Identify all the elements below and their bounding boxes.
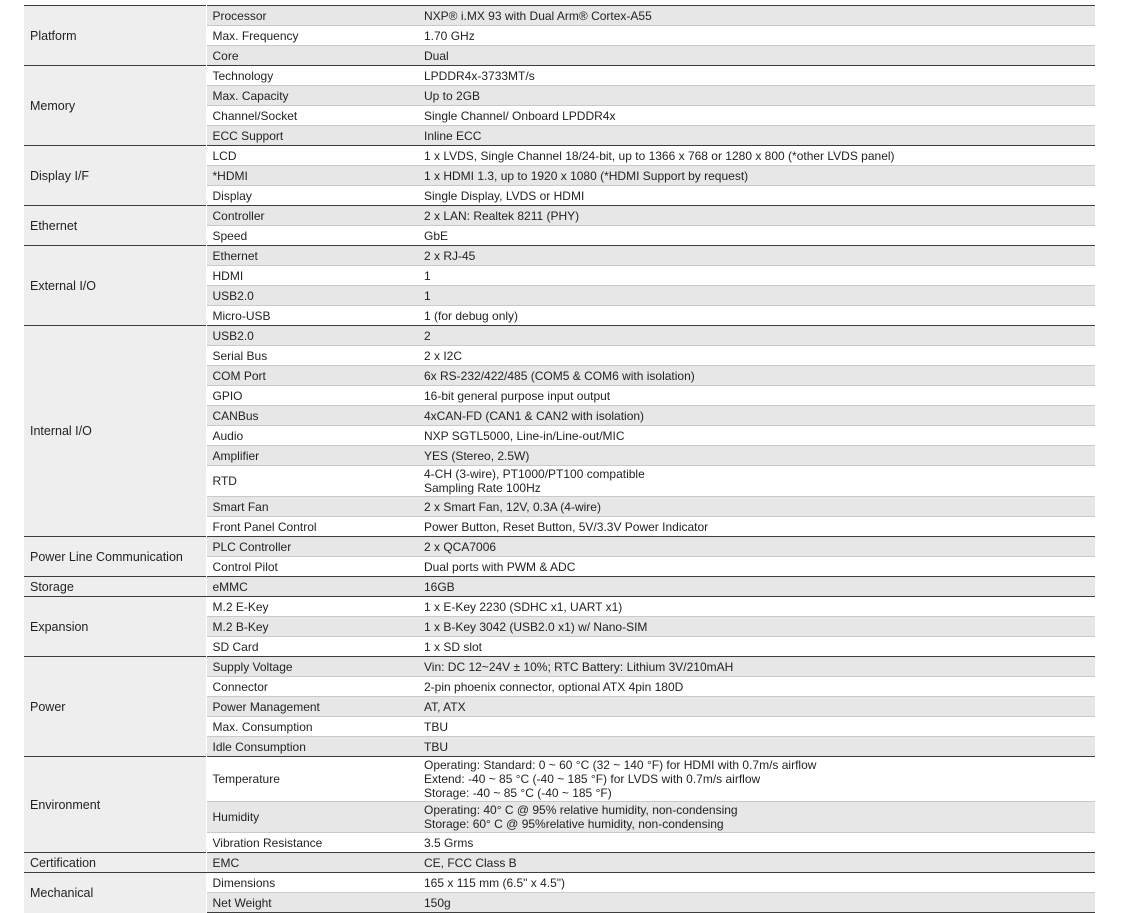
spec-value [418, 46, 1095, 66]
spec-key: Smart Fan [206, 497, 418, 517]
spec-value [418, 557, 1095, 577]
spec-key: Processor [206, 6, 418, 26]
spec-key: PLC Controller [206, 537, 418, 557]
spec-key: Max. Consumption [206, 717, 418, 737]
spec-value-line: 4xCAN-FD (CAN1 & CAN2 with isolation) [424, 408, 645, 423]
spec-value-line: Up to 2GB [424, 88, 481, 103]
spec-key: Ethernet [206, 246, 418, 266]
spec-value-line: Operating: 40° C @ 95% relative humidity, non-condensing [424, 803, 738, 817]
spec-row [24, 853, 1095, 873]
spec-key: USB2.0 [206, 326, 418, 346]
spec-value-line: Dual ports with PWM & ADC [424, 559, 576, 574]
spec-value-line: 2-pin phoenix connector, optional ATX 4pin 180D [424, 679, 684, 694]
spec-key: Speed [206, 226, 418, 246]
spec-key: EMC [206, 853, 418, 873]
spec-value-line: NXP SGTL5000, Line-in/Line-out/MIC [424, 428, 625, 443]
spec-table [24, 5, 1095, 913]
spec-value [418, 873, 1095, 893]
spec-value-line: Inline ECC [424, 128, 482, 143]
spec-category: Storage [24, 577, 206, 597]
spec-key: Serial Bus [206, 346, 418, 366]
spec-value-line: 1 [424, 268, 431, 283]
spec-category: Power [24, 657, 206, 757]
spec-category: Expansion [24, 597, 206, 657]
spec-key: LCD [206, 146, 418, 166]
spec-key: M.2 E-Key [206, 597, 418, 617]
spec-key: USB2.0 [206, 286, 418, 306]
spec-value-line: 1 x B-Key 3042 (USB2.0 x1) w/ Nano-SIM [424, 619, 648, 634]
spec-key: Core [206, 46, 418, 66]
spec-key: GPIO [206, 386, 418, 406]
spec-value-line: Single Display, LVDS or HDMI [424, 188, 585, 203]
spec-value-line: Storage: -40 ~ 85 °C (-40 ~ 185 °F) [424, 786, 612, 800]
spec-value [418, 326, 1095, 346]
spec-key: Controller [206, 206, 418, 226]
spec-key: Technology [206, 66, 418, 86]
spec-key: Display [206, 186, 418, 206]
spec-value [418, 497, 1095, 517]
spec-value-line: Storage: 60° C @ 95%relative humidity, non-condensing [424, 817, 724, 831]
spec-key: *HDMI [206, 166, 418, 186]
spec-value [418, 226, 1095, 246]
spec-value [418, 657, 1095, 677]
spec-value-line: 3.5 Grms [424, 835, 474, 850]
spec-value [418, 893, 1095, 913]
spec-value [418, 346, 1095, 366]
spec-value [418, 446, 1095, 466]
spec-category: Power Line Communication [24, 537, 206, 577]
spec-category: Mechanical [24, 873, 206, 913]
spec-row [24, 757, 1095, 802]
spec-value-line: 2 x QCA7006 [424, 539, 497, 554]
spec-value-line: Dual [424, 48, 449, 63]
spec-value-line: CE, FCC Class B [424, 855, 517, 870]
spec-value-line: 1 x E-Key 2230 (SDHC x1, UART x1) [424, 599, 623, 614]
spec-key: Supply Voltage [206, 657, 418, 677]
spec-value [418, 306, 1095, 326]
spec-value-line: YES (Stereo, 2.5W) [424, 448, 530, 463]
spec-row [24, 873, 1095, 893]
spec-value-line: 165 x 115 mm (6.5" x 4.5") [424, 875, 566, 890]
spec-table-body [24, 6, 1095, 913]
spec-value [418, 106, 1095, 126]
spec-key: Humidity [206, 802, 418, 833]
spec-value [418, 853, 1095, 873]
spec-category: Certification [24, 853, 206, 873]
spec-category: Memory [24, 66, 206, 146]
spec-key: Max. Capacity [206, 86, 418, 106]
spec-value-line: Sampling Rate 100Hz [424, 481, 541, 495]
spec-key: Vibration Resistance [206, 833, 418, 853]
spec-category: Display I/F [24, 146, 206, 206]
spec-value [418, 66, 1095, 86]
spec-key: CANBus [206, 406, 418, 426]
spec-value-line: 1 [424, 288, 431, 303]
spec-row [24, 326, 1095, 346]
spec-value [418, 697, 1095, 717]
spec-value-line: LPDDR4x-3733MT/s [424, 68, 535, 83]
spec-row [24, 246, 1095, 266]
spec-value-line: 1 x LVDS, Single Channel 18/24-bit, up to 1366 x 768 or 1280 x 800 (*other LVDS panel) [424, 148, 895, 163]
spec-value-line: Single Channel/ Onboard LPDDR4x [424, 108, 616, 123]
spec-key: Micro-USB [206, 306, 418, 326]
spec-category: Internal I/O [24, 326, 206, 537]
spec-value-line: Power Button, Reset Button, 5V/3.3V Power Indicator [424, 519, 709, 534]
spec-value-line: 16GB [424, 579, 455, 594]
spec-value [418, 833, 1095, 853]
spec-key: HDMI [206, 266, 418, 286]
spec-category: Ethernet [24, 206, 206, 246]
spec-key: SD Card [206, 637, 418, 657]
spec-value [418, 266, 1095, 286]
spec-value [418, 577, 1095, 597]
spec-category: Environment [24, 757, 206, 853]
spec-value-line: 2 x RJ-45 [424, 248, 476, 263]
spec-value-line: Extend: -40 ~ 85 °C (-40 ~ 185 °F) for LVDS with 0.7m/s airflow [424, 772, 761, 786]
spec-key: Connector [206, 677, 418, 697]
spec-value-line: GbE [424, 228, 449, 243]
spec-category: External I/O [24, 246, 206, 326]
spec-key: Power Management [206, 697, 418, 717]
spec-key: RTD [206, 466, 418, 497]
spec-value [418, 717, 1095, 737]
spec-value-line: 1 x SD slot [424, 639, 483, 654]
spec-value-line: 1 x HDMI 1.3, up to 1920 x 1080 (*HDMI Support by request) [424, 168, 749, 183]
spec-category: Platform [24, 6, 206, 66]
spec-value [418, 406, 1095, 426]
spec-key: Amplifier [206, 446, 418, 466]
spec-key: Front Panel Control [206, 517, 418, 537]
spec-value-line: Operating: Standard: 0 ~ 60 °C (32 ~ 140 °F) for HDMI with 0.7m/s airflow [424, 758, 817, 772]
spec-key: Max. Frequency [206, 26, 418, 46]
spec-key: M.2 B-Key [206, 617, 418, 637]
spec-key: Control Pilot [206, 557, 418, 577]
spec-key: COM Port [206, 366, 418, 386]
spec-value-line: Vin: DC 12~24V ± 10%; RTC Battery: Lithium 3V/210mAH [424, 659, 734, 674]
spec-value-line: 2 x LAN: Realtek 8211 (PHY) [424, 208, 580, 223]
spec-value-line: 1.70 GHz [424, 28, 475, 43]
spec-value-line: TBU [424, 719, 448, 734]
spec-value [418, 617, 1095, 637]
spec-value [418, 517, 1095, 537]
spec-key: Channel/Socket [206, 106, 418, 126]
spec-value-line: 2 x I2C [424, 348, 463, 363]
spec-value-line: NXP® i.MX 93 with Dual Arm® Cortex-A55 [424, 8, 652, 23]
spec-value-line: 16-bit general purpose input output [424, 388, 611, 403]
spec-value [418, 286, 1095, 306]
spec-value [418, 186, 1095, 206]
spec-key: Dimensions [206, 873, 418, 893]
spec-value-line: 1 (for debug only) [424, 308, 519, 323]
spec-key: ECC Support [206, 126, 418, 146]
spec-value [418, 86, 1095, 106]
spec-row [24, 597, 1095, 617]
spec-value [418, 637, 1095, 657]
spec-row [24, 537, 1095, 557]
spec-value-line: 150g [424, 895, 451, 910]
spec-key: Idle Consumption [206, 737, 418, 757]
spec-row [24, 146, 1095, 166]
spec-value [418, 206, 1095, 226]
spec-value [418, 166, 1095, 186]
spec-value [418, 802, 1095, 833]
spec-value [418, 26, 1095, 46]
spec-row [24, 66, 1095, 86]
spec-key: eMMC [206, 577, 418, 597]
spec-value [418, 757, 1095, 802]
spec-row [24, 206, 1095, 226]
spec-key: Temperature [206, 757, 418, 802]
spec-value [418, 677, 1095, 697]
spec-value-line: 2 [424, 328, 431, 343]
spec-value [418, 597, 1095, 617]
spec-row [24, 6, 1095, 26]
spec-value-line: 4-CH (3-wire), PT1000/PT100 compatible [424, 467, 645, 481]
spec-value [418, 246, 1095, 266]
spec-value [418, 466, 1095, 497]
spec-value [418, 366, 1095, 386]
spec-value-line: 6x RS-232/422/485 (COM5 & COM6 with isolation) [424, 368, 695, 383]
spec-value-line: TBU [424, 739, 448, 754]
spec-value-line: 2 x Smart Fan, 12V, 0.3A (4-wire) [424, 499, 601, 514]
spec-value-line: AT, ATX [424, 699, 466, 714]
spec-value [418, 386, 1095, 406]
spec-value [418, 737, 1095, 757]
spec-value [418, 126, 1095, 146]
spec-value [418, 426, 1095, 446]
spec-key: Net Weight [206, 893, 418, 913]
spec-key: Audio [206, 426, 418, 446]
spec-row [24, 657, 1095, 677]
spec-value [418, 537, 1095, 557]
spec-value [418, 146, 1095, 166]
spec-value [418, 6, 1095, 26]
spec-row [24, 577, 1095, 597]
